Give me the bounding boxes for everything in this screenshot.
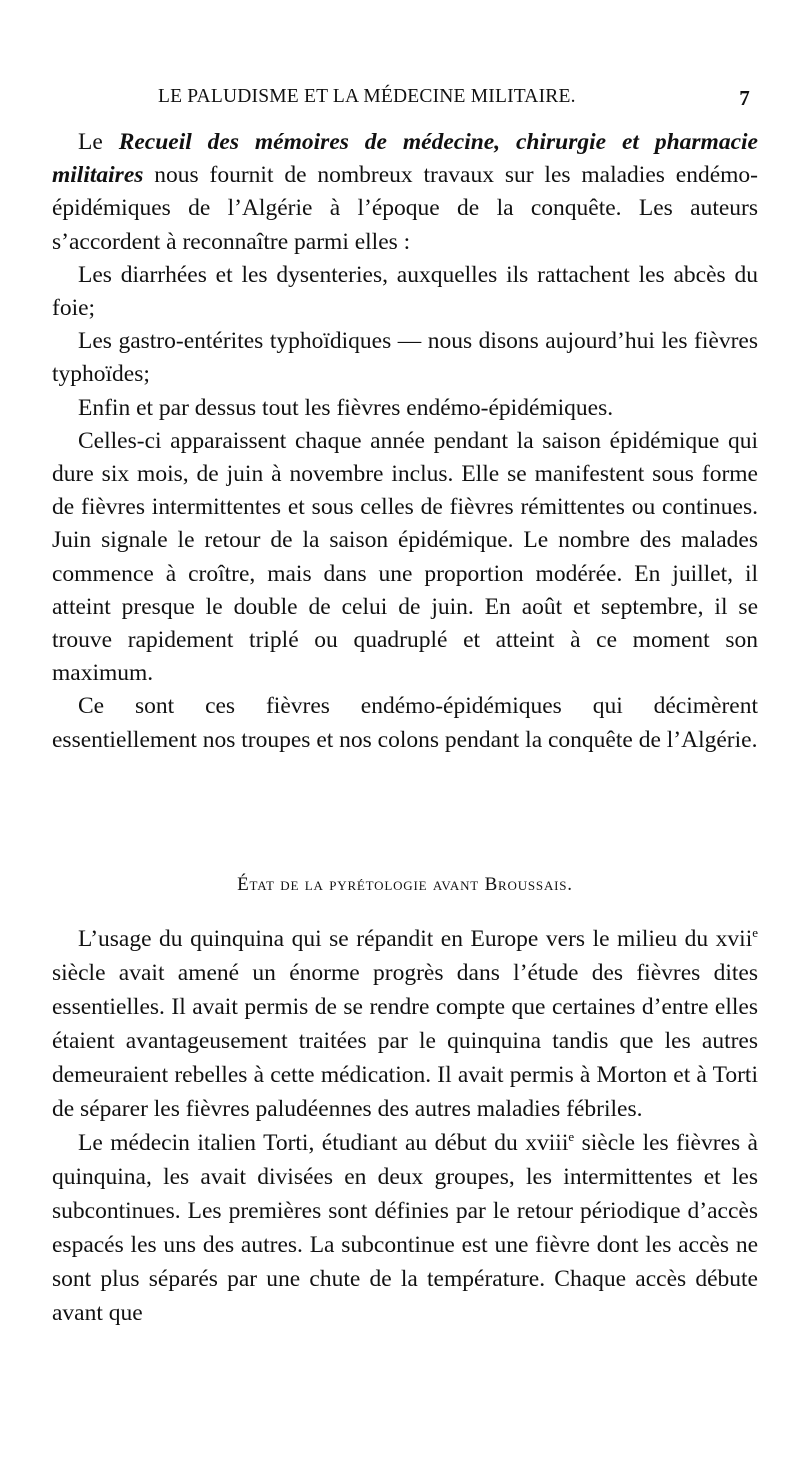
section-1-text xyxy=(52,126,758,757)
paragraph: Les gastro-entérites typhoïdiques — nous disons aujourd’hui les fièvres typhoïdes; xyxy=(52,328,758,388)
paragraph: Ce sont ces fièvres endémo-épidémiques qui décimèrent essentiellement nos troupes et nos colons pendant la conquête de l’Algérie. xyxy=(52,693,758,753)
paragraph xyxy=(52,126,758,259)
paragraph: Celles-ci apparaissent chaque année pendant la saison épidémique qui dure six mois, de juin à novembre inclus. Elle se manifestent sous forme de fièvres intermittentes et sous celles de fièvres rémittentes ou continues. Juin signale le retour de la saison épidémique. Le nombre des malades commence à croître, mais dans une proportion modérée. En juillet, il atteint presque le double de celui de juin. En août et septembre, il se trouve rapidement triplé ou quadruplé et atteint à ce moment son maximum. xyxy=(52,427,758,687)
page-header xyxy=(52,86,758,116)
text-span: siècle les fièvres à quinquina, les avait divisées en deux groupes, les intermittentes et les subcontinues. Les premières sont définies par le retour périodique d’accès espacés les uns des autres. La subcontinue est une fièvre dont les accès ne sont plus séparés par une chute de la température. Chaque accès débute avant que xyxy=(52,1130,758,1326)
section-heading: État de la pyrétologie avant Broussais. xyxy=(237,874,573,895)
paragraph xyxy=(52,922,758,1126)
running-title: LE PALUDISME ET LA MÉDECINE MILITAIRE. xyxy=(158,86,576,107)
text-span: siècle avait amené un énorme progrès dans l’étude des fièvres dites essentielles. Il avait permis de se rendre compte que certaines d’entre elles étaient avantageusement traitées par le quinquina tandis que les autres demeuraient rebelles à cette médication. Il avait permis à Morton et à Torti de séparer les fièvres paludéennes des autres maladies fébriles. xyxy=(52,960,758,1122)
superscript: e xyxy=(752,925,758,941)
paragraph: Enfin et par dessus tout les fièvres endémo-épidémiques. xyxy=(78,394,614,421)
paragraph: Les diarrhées et les dysenteries, auxquelles ils rattachent les abcès du foie; xyxy=(52,261,758,322)
text-span: nous fournit de nombreux travaux sur les maladies endémo-épidémiques de l’Algérie à l’époque de la conquête. Les auteurs s’accordent à reconnaître parmi elles : xyxy=(52,162,758,255)
text-span: Le xyxy=(78,129,119,155)
superscript: e xyxy=(568,1129,575,1145)
section-2-text xyxy=(52,922,758,1330)
text-span: L’usage du quinquina qui se répandit en Europe vers le milieu du xvii xyxy=(78,926,753,952)
page-number: 7 xyxy=(739,86,750,110)
paragraph xyxy=(52,1126,758,1330)
italic-title: Recueil des mémoires de médecine, chirurgie et pharmacie militaires xyxy=(52,129,758,189)
text-span: Le médecin italien Torti, étudiant au début du xviii xyxy=(78,1130,569,1156)
